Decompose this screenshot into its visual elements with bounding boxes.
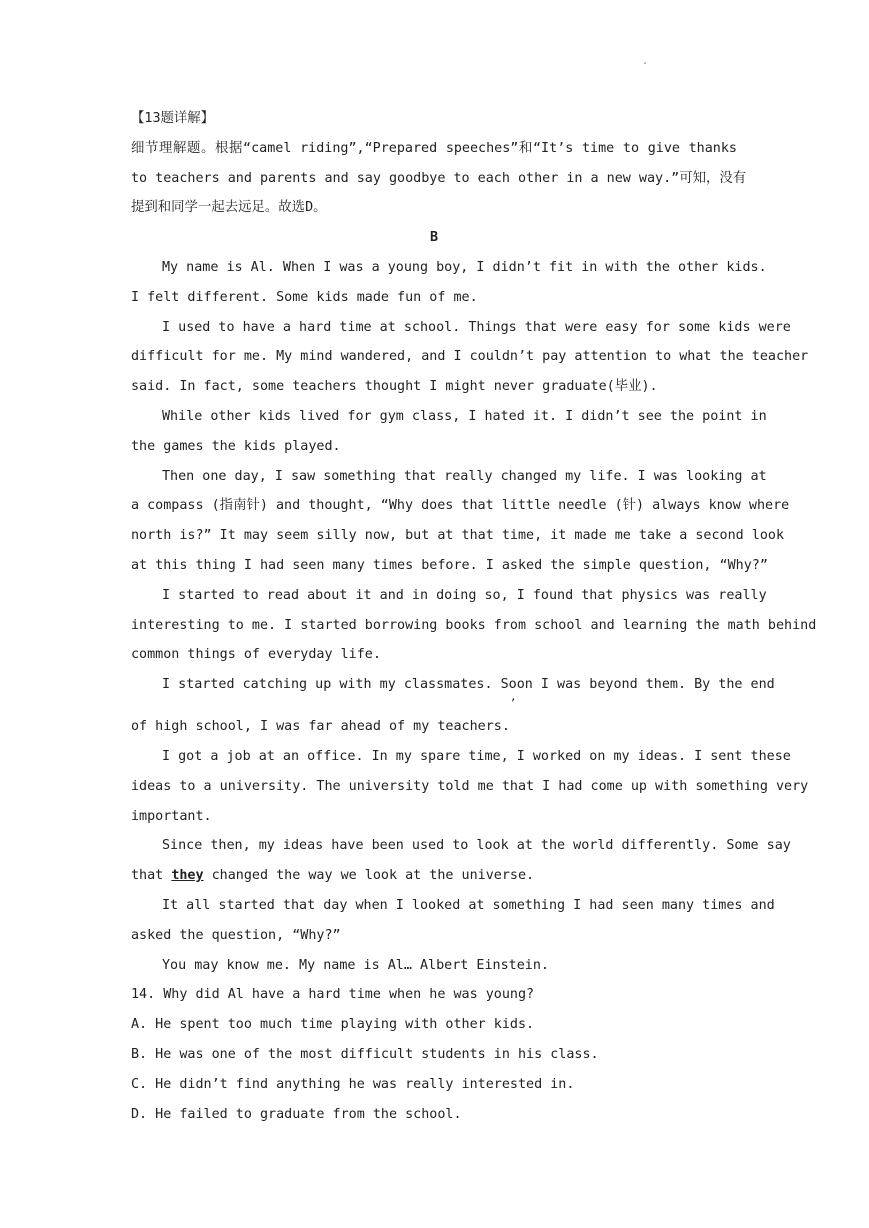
question-stem: 14. Why did Al have a hard time when he was young? [131, 987, 535, 1003]
option-b: B. He was one of the most difficult students in his class. [131, 1046, 599, 1062]
header-mark: . [642, 56, 649, 67]
answer13-line: 提到和同学一起去远足。故选D。 [131, 200, 327, 216]
paragraph-line: My name is Al. When I was a young boy, I didn’t fit in with the other kids. [162, 259, 767, 275]
passage-title: B [429, 230, 439, 246]
paragraph-line: I started catching up with my classmates. Soon I was beyond them. By the end [162, 677, 775, 693]
answer13-line: to teachers and parents and say goodbye to each other in a new way.”可知，没有 [131, 170, 747, 186]
paragraph-line: I started to read about it and in doing so, I found that physics was really [162, 587, 767, 603]
paragraph-line: I got a job at an office. In my spare time, I worked on my ideas. I sent these [162, 748, 791, 764]
option-d: D. He failed to graduate from the school. [131, 1106, 462, 1122]
paragraph-line [131, 861, 737, 891]
underlined-word: they [171, 868, 204, 884]
text-span: that [131, 868, 172, 884]
paragraph-line: Then one day, I saw something that really changed my life. I was looking at [162, 468, 767, 484]
paragraph-line: You may know me. My name is Al… Albert Einstein. [162, 957, 549, 973]
paragraph-line: ideas to a university. The university told me that I had come up with something very [131, 778, 809, 794]
content-area [131, 104, 817, 1129]
paragraph-line: said. In fact, some teachers thought I might never graduate(毕业). [131, 379, 658, 395]
paragraph-line: Since then, my ideas have been used to look at the world differently. Some say [162, 838, 791, 854]
paragraph-line: asked the question, “Why?” [131, 927, 341, 943]
answer13-line: 细节理解题。根据“camel riding”,“Prepared speeches”和“It’s time to give thanks [131, 140, 737, 156]
paragraph-line: interesting to me. I started borrowing books from school and learning the math behind [131, 617, 817, 633]
paragraph-line: at this thing I had seen many times before. I asked the simple question, “Why?” [131, 557, 768, 573]
paragraph-line: It all started that day when I looked at something I had seen many times and [162, 897, 775, 913]
paragraph-line: I used to have a hard time at school. Things that were easy for some kids were [162, 319, 791, 335]
paragraph-line: north is?” It may seem silly now, but at that time, it made me take a second look [131, 528, 785, 544]
text-span: changed the way we look at the universe. [203, 868, 535, 884]
answer13-heading: 【13题详解】 [131, 111, 215, 126]
paragraph-line: the games the kids played. [131, 438, 341, 454]
paragraph-line: difficult for me. My mind wandered, and I couldn’t pay attention to what the teacher [131, 349, 809, 365]
stray-comma-mark: , [510, 690, 517, 704]
paragraph-line: While other kids lived for gym class, I hated it. I didn’t see the point in [162, 408, 767, 424]
paragraph-line: important. [131, 808, 212, 824]
option-a: A. He spent too much time playing with other kids. [131, 1017, 535, 1033]
option-c: C. He didn’t find anything he was really interested in. [131, 1076, 575, 1092]
paragraph-line-with-mark [131, 670, 775, 712]
paragraph-line: I felt different. Some kids made fun of me. [131, 289, 478, 305]
paragraph-line: a compass (指南针) and thought, “Why does that little needle (针) always know where [131, 498, 790, 514]
paragraph-line: common things of everyday life. [131, 647, 381, 663]
paragraph-line: of high school, I was far ahead of my teachers. [131, 719, 510, 735]
